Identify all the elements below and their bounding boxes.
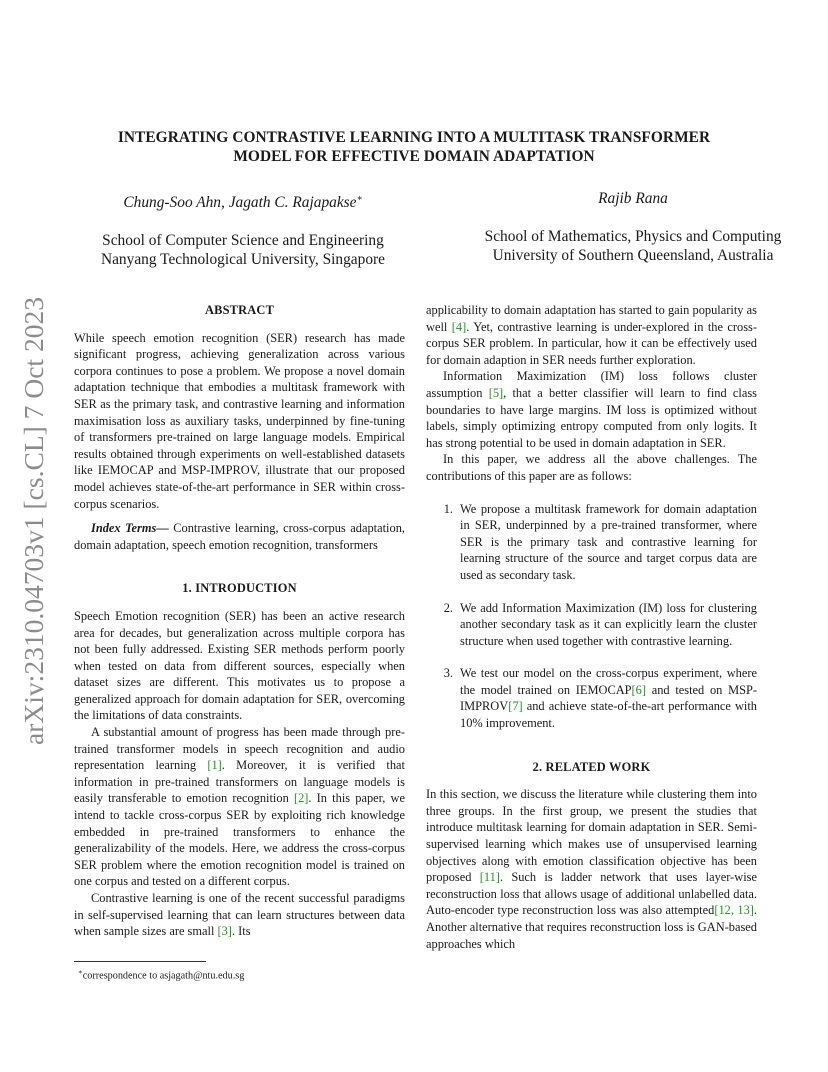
left-column <box>74 302 405 940</box>
right-paragraph-1: applicability to domain adaptation has started to gain popularity as well [4]. Yet, contrastive learning is under-explored in the cross-corpus SER problem. In particular, how it can be effectively used for domain adaption in SER needs further exploration. <box>426 303 757 367</box>
arxiv-identifier-stamp <box>16 296 50 748</box>
footnote-divider <box>74 961 206 962</box>
citation-link[interactable]: [6] <box>631 682 646 697</box>
affiliation-left: School of Computer Science and Engineering Nanyang Technological University, Singapore <box>100 232 385 269</box>
citation-link[interactable]: [3] <box>217 924 232 939</box>
title-line-1: INTEGRATING CONTRASTIVE LEARNING INTO A MULTITASK TRANSFORMER <box>117 129 711 146</box>
list-item: 1. We propose a multitask framework for domain adaptation in SER, underpinned by a pre-trained transformer, where SER is the primary task and contrastive learning for learning structure of the source and target corpus data are used as secondary task. <box>443 501 757 582</box>
citation-link[interactable]: [12, 13] <box>714 903 754 918</box>
arxiv-id-text: arXiv:2310.04703v1 [cs.CL] 7 Oct 2023 <box>19 305 49 745</box>
intro-paragraph-2: A substantial amount of progress has been made through pre-trained transformer models in speech recognition and audio representation learning [1]. Moreover, it is verified that information in pre-trained transformers on language models is easily transferable to emotion recognition [2]. In this paper, we intend to tackle cross-corpus SER by exploiting rich knowledge embedded in pre-trained transformers to enhance the generalizability of the models. Here, we address the cross-corpus SER problem where the emotion recognition model is trained on one corpus and tested on a different corpus. <box>74 725 406 889</box>
contributions-list <box>426 501 757 732</box>
intro-paragraph-3: Contrastive learning is one of the recent successful paradigms in self-supervised learning that can learn structures between data when sample sizes are small [3]. Its <box>74 891 405 939</box>
citation-link[interactable]: [7] <box>508 699 523 714</box>
abstract-text: While speech emotion recognition (SER) research has made significant progress, achieving generalization across various corpora continues to pose a problem. We propose a novel domain adaptation technique that embodies a multitask framework with SER as the primary task, and contrastive learning and information maximisation loss as auxiliary tasks, underpinned by fine-tuning of transformers pre-trained on large language models. Empirical results obtained through experiments on well-established datasets like IEMOCAP and MSP-IMPROV, illustrate that our proposed model achieves state-of-the-art performance in SER within cross-corpus scenarios. <box>74 330 405 511</box>
author-block-right <box>464 189 802 265</box>
abstract-heading: ABSTRACT <box>204 303 275 317</box>
citation-link[interactable]: [2] <box>293 791 309 806</box>
introduction-heading: 1. INTRODUCTION <box>182 581 297 596</box>
citation-link[interactable]: [5] <box>488 385 504 400</box>
related-work-paragraph: In this section, we discuss the literature while clustering them into three groups. In the first group, we present the studies that introduce multitask learning for domain adaptation in SER. Semi-supervised learning which makes use of unsupervised learning objectives along with emotion classification objective has been proposed [11]. Such is ladder network that uses layer-wise reconstruction loss that allows usage of additional unlabelled data. Auto-encoder type reconstruction loss was also attempted[12, 13]. Another alternative that requires reconstruction loss is GAN-based approaches which <box>426 787 758 951</box>
title-line-2: MODEL FOR EFFECTIVE DOMAIN ADAPTATION <box>233 148 595 165</box>
related-work-heading: 2. RELATED WORK <box>532 759 651 774</box>
author-block-left <box>74 189 412 269</box>
paper-title <box>60 128 768 166</box>
index-terms: Index Terms— Contrastive learning, cross-corpus adaptation, domain adaptation, speech emotion recognition, transformers <box>74 521 405 552</box>
list-item: 3. We test our model on the cross-corpus experiment, where the model trained on IEMOCAP[6] and tested on MSP-IMPROV[7] and achieve state-of-the-art performance with 10% improvement. <box>443 666 757 731</box>
right-column <box>426 302 757 952</box>
citation-link[interactable]: [11] <box>479 870 500 885</box>
citation-link[interactable]: [1] <box>207 758 222 773</box>
footnote: ∗correspondence to asjagath@ntu.edu.sg <box>78 968 245 982</box>
citation-link[interactable]: [4] <box>451 319 467 334</box>
author-names-right: Rajib Rana <box>598 190 668 207</box>
right-paragraph-3: In this paper, we address all the above challenges. The contributions of this paper are as follows: <box>426 452 757 483</box>
author-names-left: Chung-Soo Ahn, Jagath C. Rajapakse∗ <box>123 193 363 212</box>
affiliation-right: School of Mathematics, Physics and Computing University of Southern Queensland, Australia <box>484 228 782 264</box>
right-paragraph-2: Information Maximization (IM) loss follows cluster assumption [5], that a better classifier will learn to find class boundaries to have large margins. IM loss is optimized without labels, simply optimizing entropy computed from only logits. It has strong potential to be used in domain adaptation in SER. <box>426 369 757 450</box>
intro-paragraph-1: Speech Emotion recognition (SER) has been an active research area for decades, but generalization across multiple corpora has not been fully addressed. Existing SER methods perform poorly when tested on data from different sources, especially when dataset sizes are different. This motivates us to propose a generalized approach for domain adaptation for SER, overcoming the limitations of data constraints. <box>74 608 405 723</box>
list-item: 2. We add Information Maximization (IM) loss for clustering another secondary task as it can explicitly learn the cluster structure when used together with contrastive learning. <box>443 600 757 648</box>
